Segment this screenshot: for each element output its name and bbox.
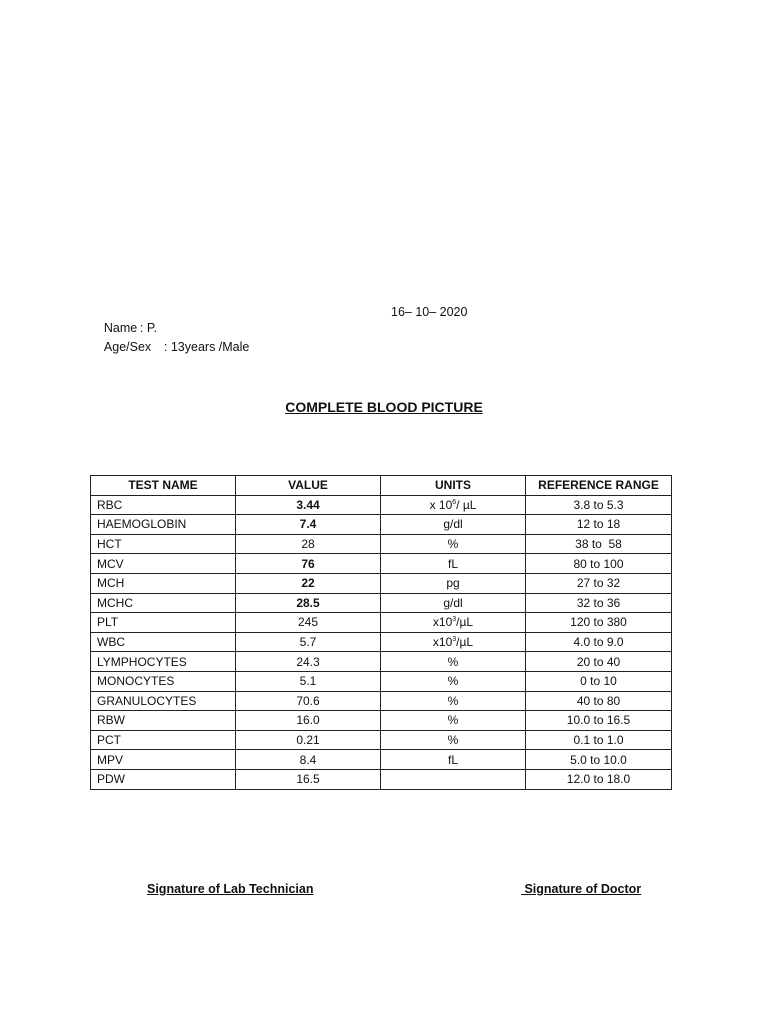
test-name-cell: WBC [91, 632, 236, 652]
table-header-row [91, 476, 672, 496]
value-cell: 24.3 [236, 652, 381, 672]
name-value: : P. [139, 321, 158, 335]
test-name-cell: MCH [91, 573, 236, 593]
value-cell: 28 [236, 534, 381, 554]
units-text: fL [447, 556, 458, 571]
test-name-cell: RBC [91, 495, 236, 515]
units-suffix: /µL [456, 635, 474, 650]
reference-range-cell: 120 to 380 [526, 613, 672, 633]
units-cell [381, 534, 526, 554]
value-cell: 22 [236, 573, 381, 593]
units-cell [381, 573, 526, 593]
units-text: % [447, 733, 459, 748]
units-text: g/dl [443, 517, 463, 532]
units-cell [381, 769, 526, 789]
table-row [91, 652, 672, 672]
results-table-body [91, 495, 672, 789]
units-cell [381, 691, 526, 711]
name-label: Name [103, 321, 138, 335]
patient-age-sex-line [90, 323, 249, 371]
units-text: x10 [432, 635, 453, 650]
units-text: pg [446, 576, 460, 591]
units-cell [381, 515, 526, 535]
units-text: x 10 [429, 497, 453, 512]
table-row [91, 613, 672, 633]
units-cell [381, 711, 526, 731]
units-suffix: /µL [456, 615, 474, 630]
units-exponent: 6 [452, 498, 457, 506]
units-cell [381, 730, 526, 750]
value-cell: 16.5 [236, 769, 381, 789]
table-row [91, 691, 672, 711]
units-cell [381, 652, 526, 672]
reference-range-cell: 20 to 40 [526, 652, 672, 672]
reference-range-cell: 5.0 to 10.0 [526, 750, 672, 770]
table-row [91, 750, 672, 770]
units-exponent: 3 [452, 616, 457, 624]
test-name-cell: GRANULOCYTES [91, 691, 236, 711]
table-row [91, 711, 672, 731]
test-name-cell: HAEMOGLOBIN [91, 515, 236, 535]
header-reference-range: REFERENCE RANGE [526, 476, 672, 496]
units-cell [381, 495, 526, 515]
test-name-cell: HCT [91, 534, 236, 554]
reference-range-cell: 3.8 to 5.3 [526, 495, 672, 515]
table-row [91, 573, 672, 593]
value-cell: 5.1 [236, 671, 381, 691]
table-row [91, 632, 672, 652]
units-exponent: 3 [452, 636, 457, 644]
table-row [91, 534, 672, 554]
report-title: COMPLETE BLOOD PICTURE [285, 399, 483, 415]
value-cell: 8.4 [236, 750, 381, 770]
value-cell: 3.44 [236, 495, 381, 515]
table-row [91, 554, 672, 574]
reference-range-cell: 0 to 10 [526, 671, 672, 691]
reference-range-cell: 38 to 58 [526, 534, 672, 554]
lab-technician-signature: Signature of Lab Technician [147, 882, 314, 896]
age-sex-value: : 13years /Male [163, 340, 250, 354]
table-row [91, 593, 672, 613]
value-cell: 245 [236, 613, 381, 633]
units-cell [381, 593, 526, 613]
units-cell [381, 671, 526, 691]
test-name-cell: PDW [91, 769, 236, 789]
value-cell: 16.0 [236, 711, 381, 731]
header-units: UNITS [381, 476, 526, 496]
units-cell [381, 613, 526, 633]
value-cell: 7.4 [236, 515, 381, 535]
units-text: x10 [432, 615, 453, 630]
table-row [91, 730, 672, 750]
doctor-signature: Signature of Doctor [521, 882, 642, 896]
reference-range-cell: 4.0 to 9.0 [526, 632, 672, 652]
test-name-cell: PCT [91, 730, 236, 750]
table-row [91, 769, 672, 789]
units-text: g/dl [443, 595, 463, 610]
units-text: % [447, 674, 459, 689]
units-text: fL [447, 752, 458, 767]
table-row [91, 515, 672, 535]
reference-range-cell: 0.1 to 1.0 [526, 730, 672, 750]
table-row [91, 671, 672, 691]
units-text: % [447, 654, 459, 669]
units-text: % [447, 537, 459, 552]
age-sex-label: Age/Sex [103, 340, 152, 354]
test-name-cell: MCHC [91, 593, 236, 613]
header-test-name: TEST NAME [91, 476, 236, 496]
reference-range-cell: 27 to 32 [526, 573, 672, 593]
test-name-cell: PLT [91, 613, 236, 633]
table-row [91, 495, 672, 515]
test-name-cell: LYMPHOCYTES [91, 652, 236, 672]
reference-range-cell: 80 to 100 [526, 554, 672, 574]
header-value: VALUE [236, 476, 381, 496]
units-text: % [447, 713, 459, 728]
test-name-cell: RBW [91, 711, 236, 731]
test-name-cell: MCV [91, 554, 236, 574]
value-cell: 28.5 [236, 593, 381, 613]
value-cell: 70.6 [236, 691, 381, 711]
units-text: % [447, 693, 459, 708]
reference-range-cell: 40 to 80 [526, 691, 672, 711]
value-cell: 76 [236, 554, 381, 574]
test-name-cell: MONOCYTES [91, 671, 236, 691]
report-date: 16– 10– 2020 [391, 305, 468, 319]
units-suffix: / µL [456, 497, 477, 512]
reference-range-cell: 32 to 36 [526, 593, 672, 613]
results-table [90, 475, 672, 790]
test-name-cell: MPV [91, 750, 236, 770]
reference-range-cell: 10.0 to 16.5 [526, 711, 672, 731]
units-cell [381, 554, 526, 574]
value-cell: 0.21 [236, 730, 381, 750]
value-cell: 5.7 [236, 632, 381, 652]
reference-range-cell: 12 to 18 [526, 515, 672, 535]
units-cell [381, 632, 526, 652]
reference-range-cell: 12.0 to 18.0 [526, 769, 672, 789]
units-cell [381, 750, 526, 770]
